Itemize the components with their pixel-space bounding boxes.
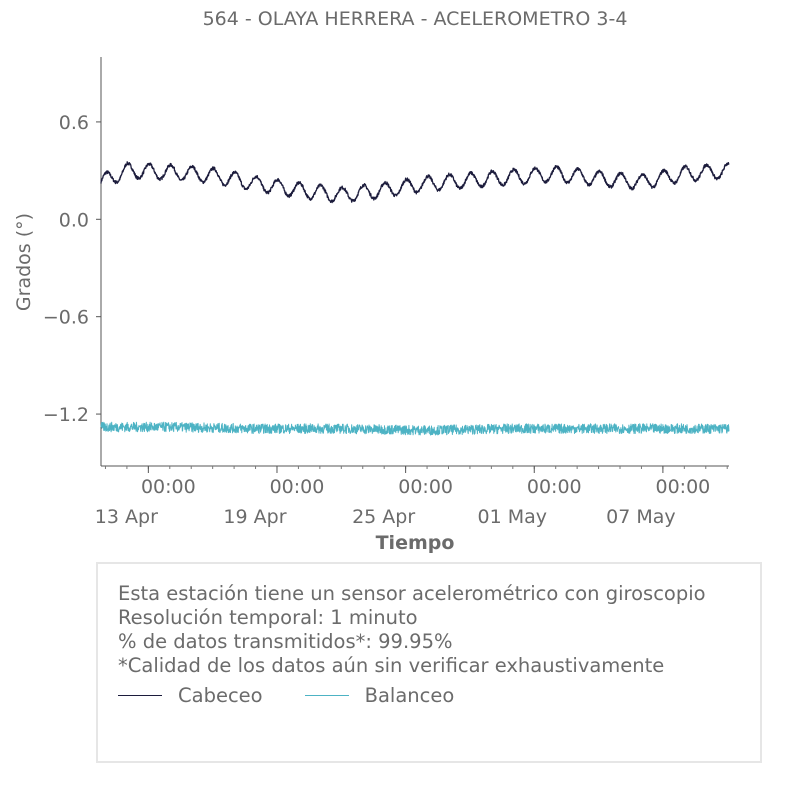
y-tick-label: 0.6 [58,111,89,134]
info-line-transmitted: % de datos transmitidos*: 99.95% [118,630,453,653]
info-line-sensor: Esta estación tiene un sensor acelerométrico con giroscopio [118,582,706,605]
legend-label-cabeceo: Cabeceo [178,684,263,707]
y-axis-label: Grados (°) [13,212,35,312]
chart-title: 564 - OLAYA HERRERA - ACELEROMETRO 3-4 [202,8,628,30]
axes [43,57,729,528]
series-line-cabeceo [101,162,729,203]
legend-label-balanceo: Balanceo [364,684,455,707]
plot-area [101,162,729,435]
info-line-resolution: Resolución temporal: 1 minuto [118,606,418,629]
x-tick-date: 19 Apr [223,506,287,528]
x-tick-date: 07 May [606,506,676,528]
legend-swatch-cabeceo [118,695,162,696]
y-tick-label: −1.2 [42,404,89,427]
x-tick-date: 13 Apr [94,506,158,528]
y-tick-label: −0.6 [42,306,89,329]
x-tick-date: 25 Apr [352,506,416,528]
legend [118,684,496,707]
x-tick-time: 00:00 [526,476,582,498]
y-tick-label: 0.0 [58,209,89,232]
x-tick-time: 00:00 [140,476,196,498]
legend-item-cabeceo [118,684,263,707]
info-text [118,582,706,678]
x-tick-date: 01 May [477,506,548,528]
x-axis-label: Tiempo [375,532,455,554]
x-tick-time: 00:00 [269,476,325,498]
series-line-balanceo [101,422,729,435]
legend-item-balanceo [305,684,455,707]
legend-swatch-balanceo [305,695,349,696]
x-tick-time: 00:00 [398,476,454,498]
x-tick-time: 00:00 [655,476,711,498]
info-line-quality: *Calidad de los datos aún sin verificar exhaustivamente [118,654,665,677]
info-box [96,562,762,763]
